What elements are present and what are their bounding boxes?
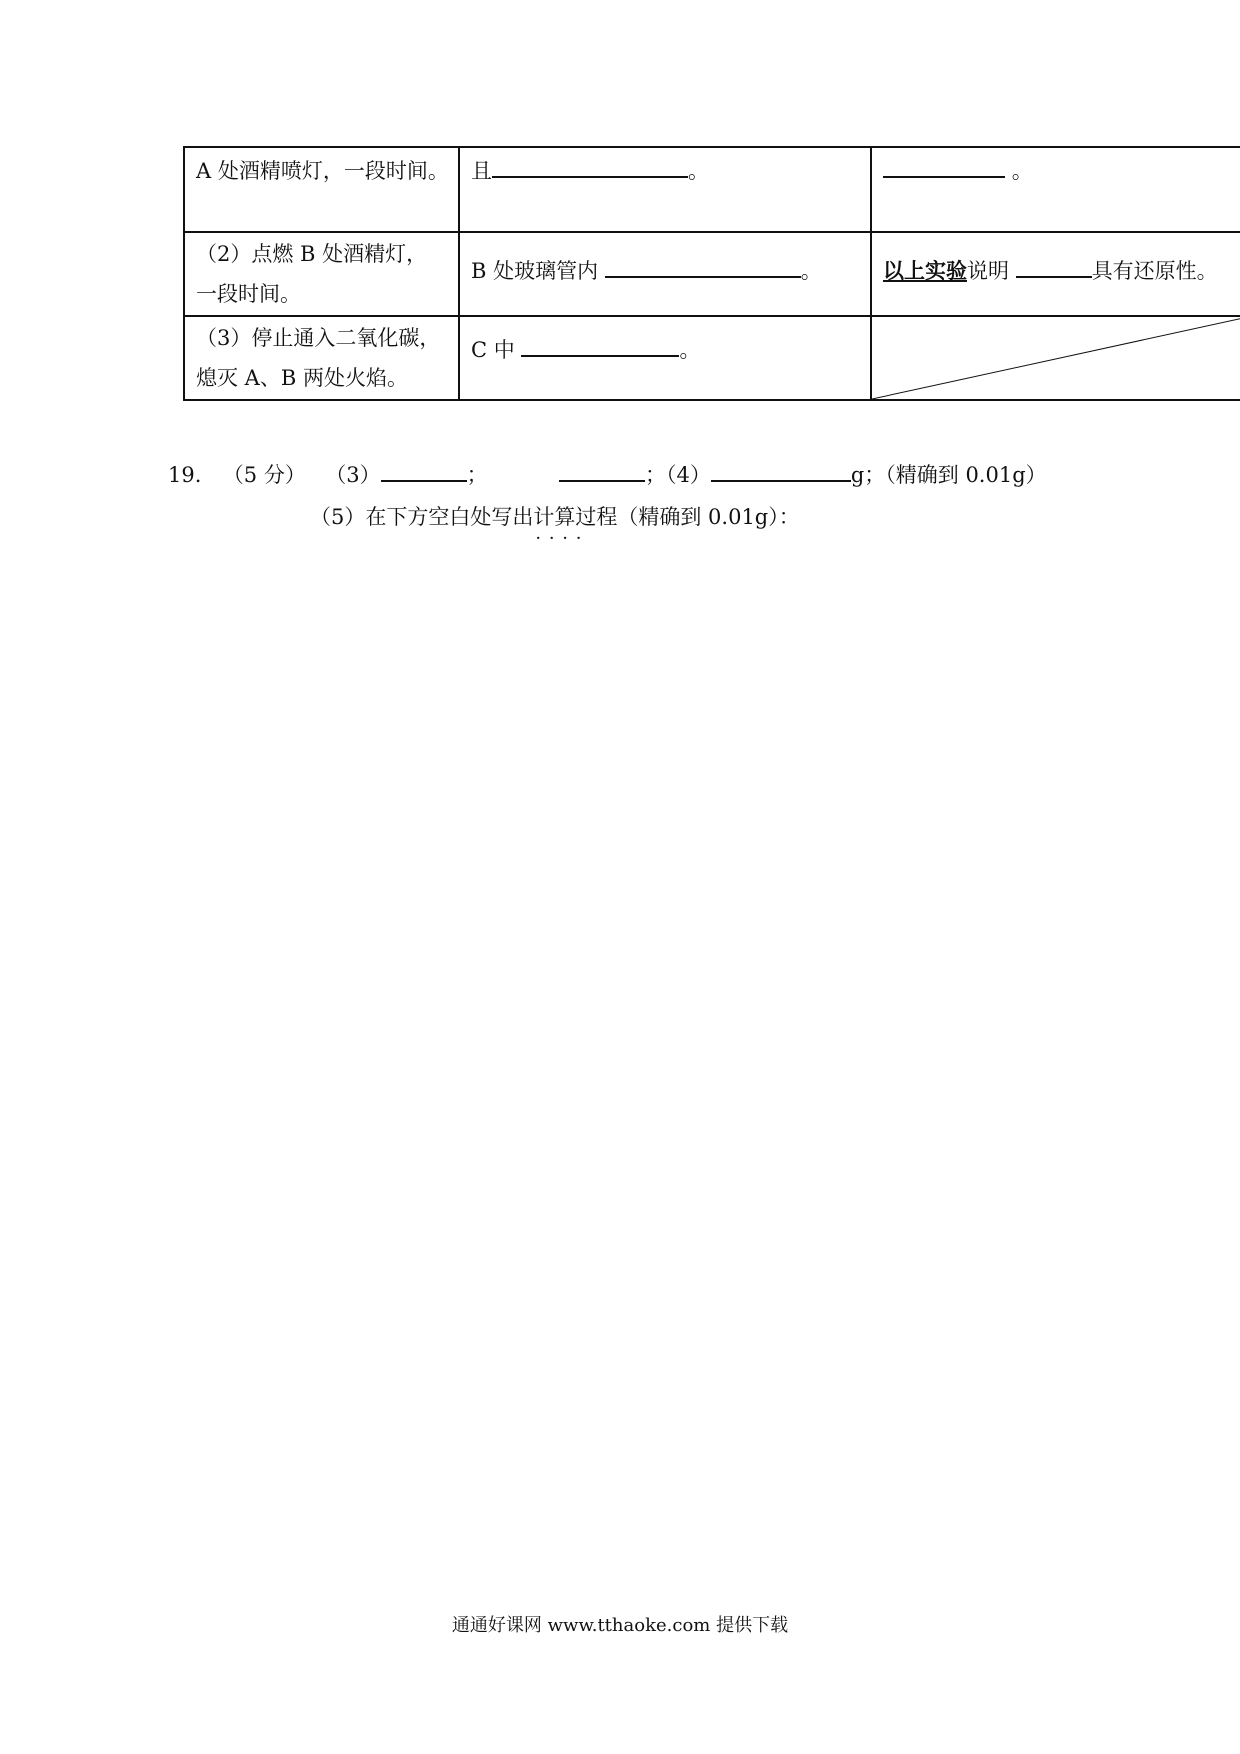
unit-note: g；（精确到 0.01g） — [850, 463, 1047, 487]
row1-step-text: A 处酒精喷灯，一段时间。 — [196, 159, 449, 183]
row2-conclusion-suffix: 具有还原性。 — [1091, 259, 1218, 283]
answer-blank[interactable] — [605, 254, 801, 278]
table-row — [184, 147, 1240, 232]
row3-phenomenon-cell — [459, 316, 871, 400]
row2-phenomenon-cell — [459, 232, 871, 316]
answer-blank[interactable] — [559, 458, 645, 482]
answer-blank[interactable] — [1016, 254, 1092, 278]
table-row — [184, 232, 1240, 316]
row2-step-cell — [184, 232, 459, 316]
part-4-label: ；（4） — [644, 463, 711, 487]
diagonal-line — [872, 317, 1240, 399]
row1-conclusion-cell — [871, 147, 1240, 232]
row3-step-line2: 熄灭 A、B 两处火焰。 — [196, 366, 408, 390]
answer-blank[interactable] — [711, 458, 851, 482]
row1-phenomenon-suffix: 。 — [688, 159, 709, 183]
row2-step-line1: （2）点燃 B 处酒精灯， — [196, 242, 428, 266]
table-row — [184, 316, 1240, 400]
row1-phenomenon-cell — [459, 147, 871, 232]
part-3-label: （3） — [325, 463, 381, 487]
part-5-prefix: （5）在下方空白处写出 — [310, 505, 534, 529]
question-number: 19. — [168, 463, 202, 487]
part-5-suffix: （精确到 0.01g）： — [617, 505, 800, 529]
row2-phenomenon-prefix: B 处玻璃管内 — [471, 259, 599, 283]
question-19-line1 — [168, 458, 1047, 491]
row3-step-cell — [184, 316, 459, 400]
answer-blank[interactable] — [492, 154, 688, 178]
question-19-line2 — [310, 501, 800, 533]
answer-blank[interactable] — [883, 154, 1005, 178]
diagonal-cell — [871, 316, 1240, 400]
row3-phenomenon-suffix: 。 — [679, 338, 701, 362]
question-score: （5 分） — [222, 463, 306, 487]
answer-blank[interactable] — [521, 333, 679, 357]
answer-blank[interactable] — [381, 458, 467, 482]
emphasized-text: 计算过程 · · · · — [533, 505, 617, 529]
row1-phenomenon-prefix: 且 — [471, 159, 492, 183]
row2-conclusion-mid: 说明 — [967, 259, 1009, 283]
row2-step-line2: 一段时间。 — [196, 282, 301, 306]
page-footer: 通通好课网 www.tthaoke.com 提供下载 — [451, 1615, 789, 1636]
row3-step-line1: （3）停止通入二氧化碳， — [196, 326, 441, 350]
row1-step-cell — [184, 147, 459, 232]
row1-conclusion-suffix: 。 — [1011, 159, 1033, 183]
emphasized-text: 以上实验 — [883, 259, 967, 283]
row3-phenomenon-prefix: C 中 — [471, 338, 515, 362]
row2-phenomenon-suffix: 。 — [800, 259, 822, 283]
separator: ； — [466, 463, 488, 487]
experiment-table — [183, 146, 1240, 401]
row2-conclusion-cell — [871, 232, 1240, 316]
